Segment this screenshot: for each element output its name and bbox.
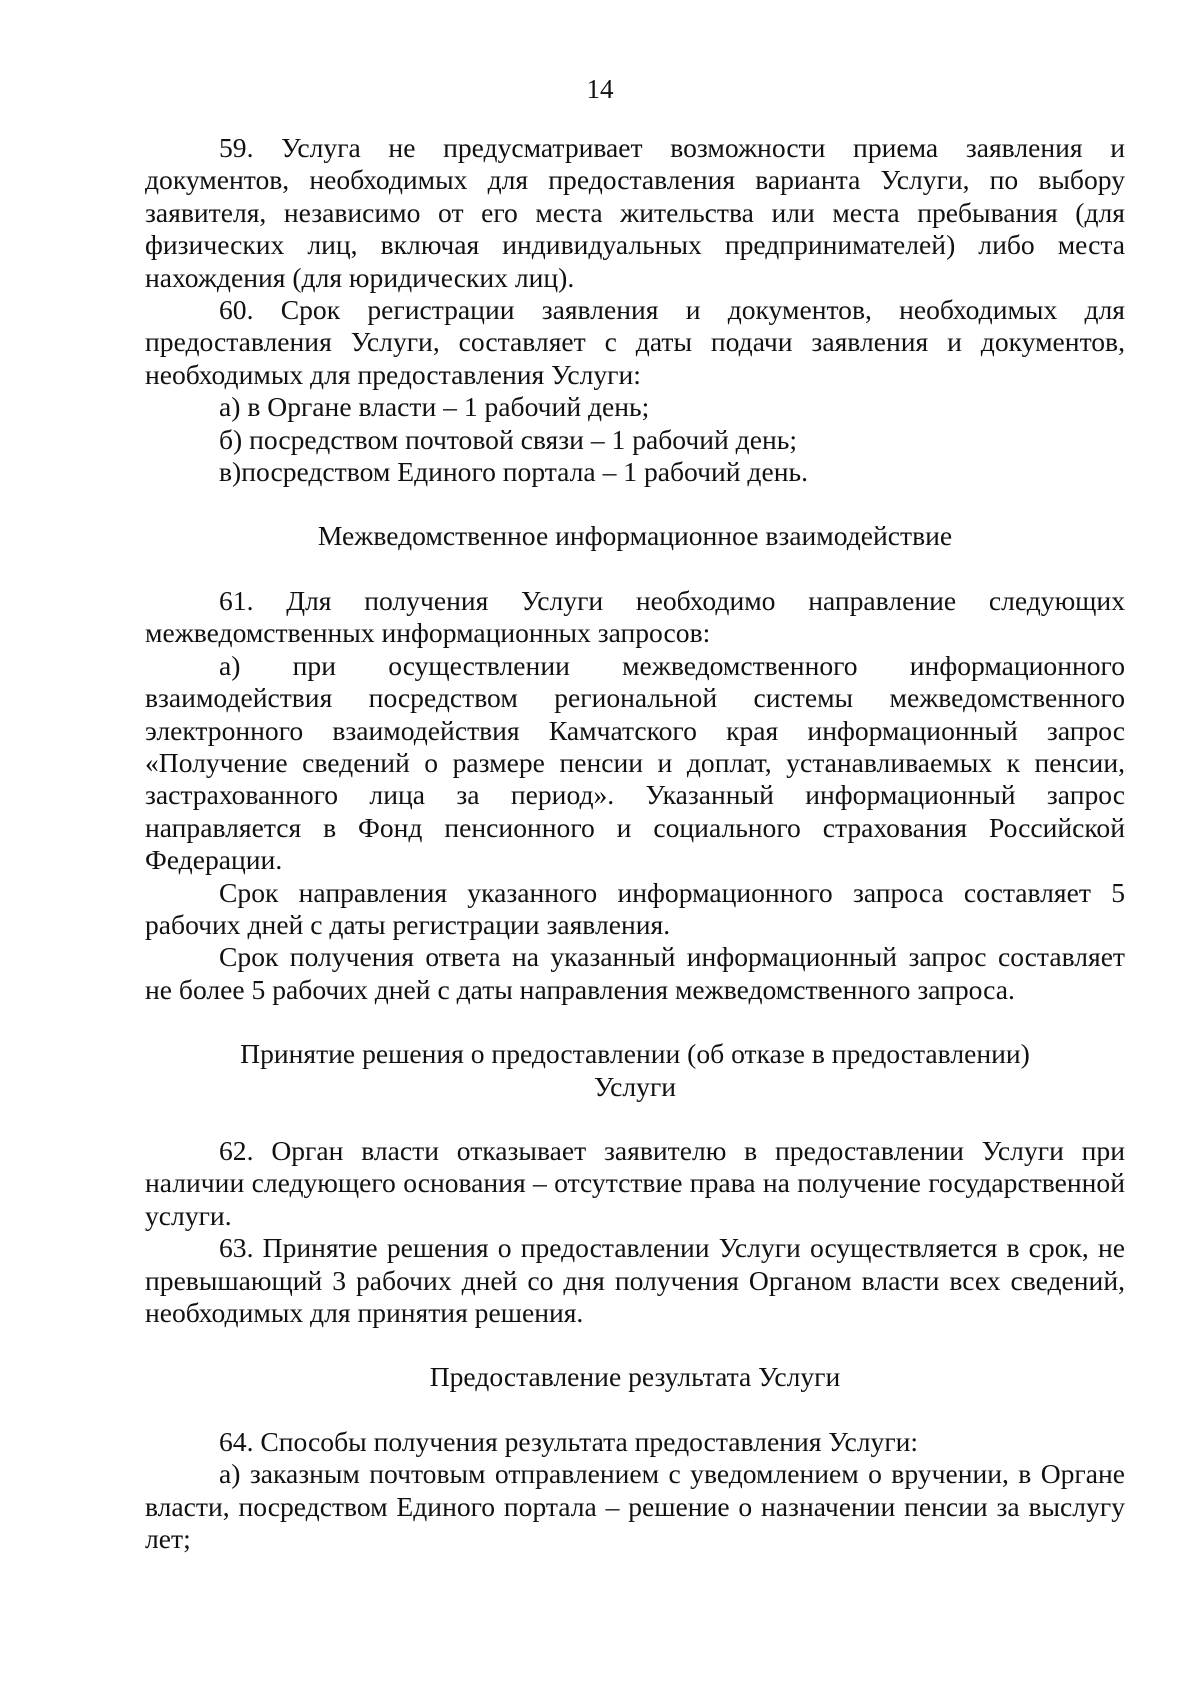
section-heading-result: Предоставление результата Услуги (429, 1361, 841, 1393)
paragraph-60: 60. Срок регистрации заявления и документов, необходимых для предоставления Услуги, составляет с даты подачи заявления и документов, необходимых для предоставления Услуги: (145, 294, 1125, 390)
section-heading-decision (145, 1038, 1125, 1103)
section-heading-interagency: Межведомственное информационное взаимодействие (317, 520, 953, 552)
section-heading-decision-line1: Принятие решения о предоставлении (об отказе в предоставлении) (240, 1038, 1030, 1070)
paragraph-61: 61. Для получения Услуги необходимо направление следующих межведомственных информационных запросов: (145, 584, 1125, 649)
paragraph-61-response-term: Срок получения ответа на указанный информационный запрос составляет не более 5 рабочих дней с даты направления межведомственного запроса. (145, 941, 1125, 1005)
paragraph-63: 63. Принятие решения о предоставлении Услуги осуществляется в срок, не превышающий 3 рабочих дней со дня получения Органом власти всех сведений, необходимых для принятия решения. (145, 1232, 1125, 1328)
paragraph-60-item-a: а) в Органе власти – 1 рабочий день; (219, 391, 650, 423)
section-heading-decision-line2: Услуги (593, 1070, 677, 1102)
paragraph-64-item-a: а) заказным почтовым отправлением с уведомлением о вручении, в Органе власти, посредством Единого портала – решение о назначении пенсии за выслугу лет; (145, 1458, 1125, 1555)
document-body (145, 132, 1125, 1555)
paragraph-59: 59. Услуга не предусматривает возможности приема заявления и документов, необходимых для предоставления варианта Услуги, по выбору заявителя, независимо от его места жительства или места пребывания (для физических лиц, включая индивидуальных предпринимателей) либо места нахождения (для юридических лиц). (145, 132, 1125, 293)
paragraph-62: 62. Орган власти отказывает заявителю в предоставлении Услуги при наличии следующего основания – отсутствие права на получение государственной услуги. (145, 1134, 1125, 1231)
paragraph-60-item-b: б) посредством почтовой связи – 1 рабочий день; (219, 423, 797, 455)
paragraph-61-item-a: а) при осуществлении межведомственного информационного взаимодействия посредством региональной системы межведомственного электронного взаимодействия Камчатского края информационный запрос «Получение сведений о размере пенсии и доплат, устанавливаемых к пенсии, застрахованного лица за период». Указанный информационный запрос направляется в Фонд пенсионного и социального страхования Российской Федерации. (145, 649, 1125, 876)
paragraph-61-request-term: Срок направления указанного информационного запроса составляет 5 рабочих дней с даты регистрации заявления. (145, 876, 1125, 940)
paragraph-64: 64. Способы получения результата предоставления Услуги: (219, 1425, 919, 1457)
paragraph-60-item-c: в)посредством Единого портала – 1 рабочий день. (219, 456, 808, 488)
page-number: 14 (586, 74, 614, 104)
